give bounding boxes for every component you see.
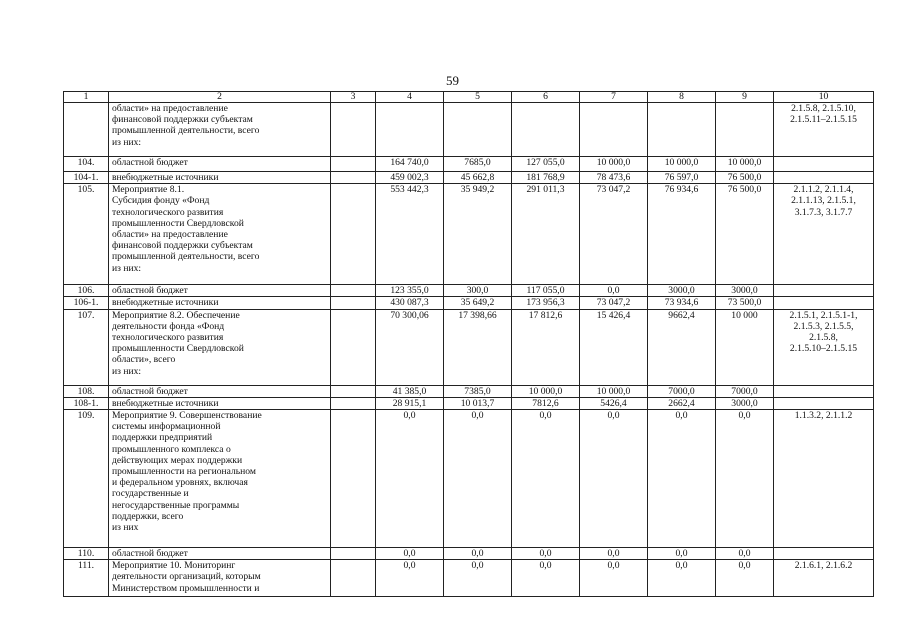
amount-cell: 7685,0 [444,157,512,172]
amount-cell: 2662,4 [648,397,716,409]
amount-cell: 9662,4 [648,309,716,385]
amount-cell: 10 013,7 [444,397,512,409]
row-description [109,309,331,385]
description-line: Мероприятие 8.1. [112,184,185,196]
amount-cell: 3000,0 [716,285,774,297]
cell-col3 [331,184,376,285]
row-description [109,410,331,548]
amount-cell: 0,0 [580,560,648,597]
description-line: области», всего [112,354,176,366]
description-line: из них: [112,365,142,377]
description-line: промышленного комплекса о [112,443,231,455]
amount-cell: 76 500,0 [716,172,774,184]
target-indicator-codes [774,297,874,309]
amount-cell: 0,0 [648,548,716,560]
amount-cell: 35 949,2 [444,184,512,285]
row-number: 110. [64,548,109,560]
page-number: 59 [446,73,459,88]
indicator-code-line: 3.1.7.3, 3.1.7.7 [794,206,853,218]
description-line: промышленности Свердловской [112,343,244,355]
amount-cell [512,103,580,157]
table-row [64,172,874,184]
description-line: Мероприятие 8.2. Обеспечение [112,309,240,321]
indicator-code-line: 2.1.5.11–2.1.5.15 [790,114,857,126]
table-row [64,297,874,309]
row-number: 108. [64,385,109,397]
row-description [109,560,331,597]
amount-cell: 0,0 [580,285,648,297]
amount-cell: 0,0 [716,548,774,560]
amount-cell: 3000,0 [716,397,774,409]
amount-cell: 0,0 [580,410,648,548]
amount-cell [444,103,512,157]
indicator-code-line: 2.1.1.13, 2.1.5.1, [791,195,856,207]
amount-cell [648,103,716,157]
amount-cell: 17 812,6 [512,309,580,385]
indicator-code-line: 2.1.5.8, 2.1.5.10, [791,103,856,114]
description-line: области» на предоставление [112,229,228,241]
row-number: 109. [64,410,109,548]
column-header: 7 [580,92,648,103]
row-number: 107. [64,309,109,385]
amount-cell: 0,0 [444,560,512,597]
amount-cell: 0,0 [376,548,444,560]
amount-cell: 0,0 [512,548,580,560]
amount-cell: 45 662,8 [444,172,512,184]
amount-cell: 76 597,0 [648,172,716,184]
description-line: Министерством промышленности и [112,582,260,594]
description-line: поддержки, всего [112,510,184,522]
description-line: негосударственные программы [112,499,240,511]
indicator-code-line: 2.1.5.8, [809,332,838,344]
amount-cell: 73 934,6 [648,297,716,309]
description-line: финансовой поддержки субъектам [112,114,253,126]
cell-col3 [331,285,376,297]
amount-cell: 553 442,3 [376,184,444,285]
table-row [64,397,874,409]
table-row [64,157,874,172]
amount-cell: 17 398,66 [444,309,512,385]
cell-col3 [331,297,376,309]
cell-col3 [331,172,376,184]
amount-cell: 181 768,9 [512,172,580,184]
amount-cell: 0,0 [716,560,774,597]
amount-cell: 7000,0 [648,385,716,397]
amount-cell: 10 000,0 [512,385,580,397]
description-line: промышленной деятельности, всего [112,251,260,263]
description-line: внебюджетные источники [112,297,219,309]
description-line: промышленности Свердловской [112,217,244,229]
table-row [64,560,874,597]
amount-cell: 7000,0 [716,385,774,397]
target-indicator-codes [774,548,874,560]
amount-cell: 73 047,2 [580,184,648,285]
description-line: технологического развития [112,206,224,218]
amount-cell [376,103,444,157]
amount-cell: 10 000 [716,309,774,385]
row-description [109,157,331,172]
indicator-code-line: 2.1.5.1, 2.1.5.1-1, [789,309,858,321]
amount-cell: 0,0 [376,560,444,597]
amount-cell: 70 300,06 [376,309,444,385]
column-header: 9 [716,92,774,103]
description-line: промышленности на региональном [112,466,256,478]
column-header: 2 [109,92,331,103]
budget-table [63,91,874,597]
amount-cell: 0,0 [444,410,512,548]
description-line: промышленной деятельности, всего [112,125,260,137]
row-description [109,385,331,397]
amount-cell: 430 087,3 [376,297,444,309]
indicator-code-line: 2.1.6.1, 2.1.6.2 [794,560,853,572]
amount-cell: 10 000,0 [580,157,648,172]
column-header: 3 [331,92,376,103]
amount-cell: 0,0 [512,560,580,597]
amount-cell: 0,0 [716,410,774,548]
row-number: 104. [64,157,109,172]
cell-col3 [331,548,376,560]
description-line: из них: [112,262,142,274]
column-header: 5 [444,92,512,103]
table-row [64,385,874,397]
amount-cell: 10 000,0 [648,157,716,172]
description-line: технологического развития [112,332,224,344]
cell-col3 [331,397,376,409]
description-line: из них [112,522,139,534]
amount-cell: 0,0 [376,410,444,548]
table-row [64,410,874,548]
cell-col3 [331,385,376,397]
amount-cell: 123 355,0 [376,285,444,297]
amount-cell: 15 426,4 [580,309,648,385]
description-line: Субсидия фонду «Фонд [112,195,210,207]
amount-cell: 0,0 [648,410,716,548]
column-header: 10 [774,92,874,103]
table-row [64,184,874,285]
description-line: областной бюджет [112,548,188,560]
description-line: областной бюджет [112,285,188,297]
column-header: 1 [64,92,109,103]
amount-cell: 73 500,0 [716,297,774,309]
target-indicator-codes [774,560,874,597]
target-indicator-codes [774,385,874,397]
description-line: государственные и [112,488,189,500]
table-row [64,103,874,157]
description-line: Мероприятие 9. Совершенствование [112,410,262,422]
table-row [64,548,874,560]
amount-cell: 127 055,0 [512,157,580,172]
amount-cell: 164 740,0 [376,157,444,172]
amount-cell: 173 956,3 [512,297,580,309]
amount-cell: 10 000,0 [716,157,774,172]
amount-cell: 117 055,0 [512,285,580,297]
amount-cell: 0,0 [512,410,580,548]
target-indicator-codes [774,397,874,409]
amount-cell: 7812,6 [512,397,580,409]
column-header: 6 [512,92,580,103]
description-line: деятельности фонда «Фонд [112,320,225,332]
target-indicator-codes [774,157,874,172]
amount-cell: 73 047,2 [580,297,648,309]
amount-cell: 41 385,0 [376,385,444,397]
amount-cell: 7385,0 [444,385,512,397]
amount-cell: 28 915,1 [376,397,444,409]
amount-cell: 5426,4 [580,397,648,409]
row-description [109,172,331,184]
row-number: 111. [64,560,109,597]
row-description [109,184,331,285]
amount-cell: 76 500,0 [716,184,774,285]
indicator-code-line: 2.1.1.2, 2.1.1.4, [793,184,854,196]
description-line: из них: [112,136,142,148]
cell-col3 [331,410,376,548]
amount-cell: 35 649,2 [444,297,512,309]
indicator-code-line: 2.1.5.3, 2.1.5.5, [793,320,854,332]
target-indicator-codes [774,410,874,548]
description-line: деятельности организаций, которым [112,571,261,583]
amount-cell: 10 000,0 [580,385,648,397]
row-description [109,297,331,309]
description-line: действующих мерах поддержки [112,454,243,466]
cell-col3 [331,560,376,597]
amount-cell: 291 011,3 [512,184,580,285]
description-line: Мероприятие 10. Мониторинг [112,560,236,572]
description-line: внебюджетные источники [112,397,219,409]
table-row [64,309,874,385]
amount-cell [716,103,774,157]
description-line: области» на предоставление [112,103,228,114]
amount-cell: 78 473,6 [580,172,648,184]
amount-cell: 0,0 [648,560,716,597]
row-number: 104-1. [64,172,109,184]
target-indicator-codes [774,172,874,184]
description-line: областной бюджет [112,157,188,168]
row-number [64,103,109,157]
description-line: системы информационной [112,421,221,433]
amount-cell: 3000,0 [648,285,716,297]
target-indicator-codes [774,184,874,285]
cell-col3 [331,309,376,385]
amount-cell: 300,0 [444,285,512,297]
target-indicator-codes [774,309,874,385]
row-number: 108-1. [64,397,109,409]
indicator-code-line: 2.1.5.10–2.1.5.15 [789,343,858,355]
cell-col3 [331,157,376,172]
description-line: поддержки предприятий [112,432,213,444]
cell-col3 [331,103,376,157]
row-number: 105. [64,184,109,285]
description-line: областной бюджет [112,385,188,397]
description-line: внебюджетные источники [112,172,219,183]
amount-cell: 0,0 [444,548,512,560]
row-number: 106. [64,285,109,297]
row-description [109,103,331,157]
amount-cell: 76 934,6 [648,184,716,285]
indicator-code-line: 1.1.3.2, 2.1.1.2 [794,410,853,422]
target-indicator-codes [774,285,874,297]
amount-cell: 0,0 [580,548,648,560]
row-description [109,285,331,297]
column-header: 8 [648,92,716,103]
table-row [64,285,874,297]
amount-cell [580,103,648,157]
row-description [109,548,331,560]
description-line: финансовой поддержки субъектам [112,240,253,252]
target-indicator-codes [774,103,874,157]
column-header: 4 [376,92,444,103]
amount-cell: 459 002,3 [376,172,444,184]
column-header-row [64,92,874,103]
description-line: и федеральном уровнях, включая [112,477,248,489]
row-number: 106-1. [64,297,109,309]
row-description [109,397,331,409]
